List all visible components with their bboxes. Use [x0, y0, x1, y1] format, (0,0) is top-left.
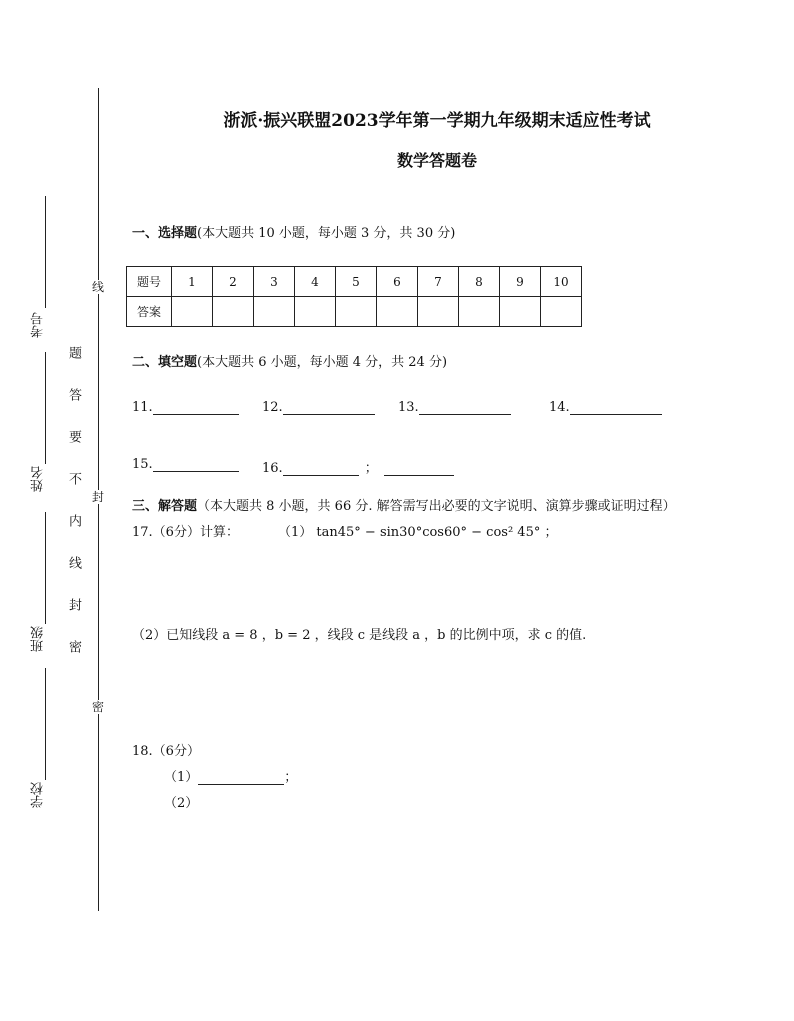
section3-desc: （本大题共 8 小题，共 66 分. 解答需写出必要的文字说明、演算步骤或证明过程）: [197, 499, 676, 514]
section2-title: 二、填空题: [132, 355, 198, 370]
name-line[interactable]: [45, 352, 46, 464]
school-line[interactable]: [45, 668, 46, 780]
warning-char: 题: [66, 346, 81, 359]
answer-cell[interactable]: [172, 297, 213, 327]
blank-line[interactable]: [419, 400, 511, 415]
q18-part1: [164, 766, 297, 785]
page-subtitle: 数学答题卷: [396, 151, 477, 170]
q18-part1-end: ；: [284, 770, 298, 785]
q18-part1-label: （1）: [164, 770, 199, 785]
answer-cell[interactable]: [418, 297, 459, 327]
answer-cell[interactable]: [213, 297, 254, 327]
question-number: 7: [418, 267, 459, 297]
question-number: 6: [377, 267, 418, 297]
class-line[interactable]: [45, 512, 46, 624]
q17-part2: （2）已知线段 a = 8 ，b = 2 ，线段 c 是线段 a ，b 的比例中项，求 c 的值.: [132, 628, 587, 643]
seal-mark-secret: 密: [92, 700, 105, 714]
warning-char: 内: [66, 514, 81, 527]
blank-14: [549, 400, 662, 415]
blank-line[interactable]: [283, 400, 375, 415]
answer-cell[interactable]: [377, 297, 418, 327]
warning-char: 封: [66, 598, 81, 611]
blank-label: 14.: [549, 400, 570, 415]
row-header-answer: 答案: [127, 297, 172, 327]
blank-16: [262, 457, 454, 476]
answer-cell[interactable]: [541, 297, 582, 327]
page-title: 浙派·振兴联盟2023学年第一学期九年级期末适应性考试: [223, 111, 651, 131]
blank-line[interactable]: [384, 461, 454, 476]
table-row: [127, 267, 582, 297]
question-number: 3: [254, 267, 295, 297]
class-label: 班级: [31, 626, 46, 652]
q17-label: 17.（6分）计算：: [132, 525, 239, 540]
blank-13: [398, 400, 511, 415]
question-number: 5: [336, 267, 377, 297]
warning-char: 密: [66, 640, 81, 653]
school-label: 学校: [31, 782, 46, 808]
blank-label: 12.: [262, 400, 283, 415]
exam-number-label: 考号: [31, 312, 46, 338]
answer-cell[interactable]: [459, 297, 500, 327]
blank-15: [132, 457, 239, 472]
question-number: 8: [459, 267, 500, 297]
blank-line[interactable]: [570, 400, 662, 415]
blank-label: 11.: [132, 400, 153, 415]
answer-table: [126, 266, 582, 327]
answer-cell[interactable]: [336, 297, 377, 327]
section2-desc: (本大题共 6 小题，每小题 4 分，共 24 分): [197, 355, 448, 370]
section1-heading: [132, 222, 455, 241]
question-number: 9: [500, 267, 541, 297]
q18-part2: （2）: [164, 796, 199, 811]
blank-separator: ；: [364, 461, 378, 476]
section1-title: 一、选择题: [132, 226, 198, 241]
warning-char: 答: [66, 388, 81, 401]
row-header-number: 题号: [127, 267, 172, 297]
warning-char: 不: [66, 472, 81, 485]
question-number: 2: [213, 267, 254, 297]
blank-label: 16.: [262, 461, 283, 476]
question-number: 1: [172, 267, 213, 297]
seal-mark-line: 线: [92, 280, 105, 294]
warning-char: 要: [66, 430, 81, 443]
answer-cell[interactable]: [254, 297, 295, 327]
blank-label: 15.: [132, 457, 153, 472]
question-number: 4: [295, 267, 336, 297]
blank-line[interactable]: [153, 400, 239, 415]
q17-part1: （1） tan45° − sin30°cos60° − cos² 45° ；: [278, 525, 558, 540]
table-row: [127, 297, 582, 327]
blank-line[interactable]: [153, 457, 239, 472]
blank-label: 13.: [398, 400, 419, 415]
name-label: 姓名: [31, 466, 46, 492]
section1-desc: (本大题共 10 小题，每小题 3 分，共 30 分): [197, 226, 456, 241]
warning-char: 线: [66, 556, 81, 569]
question-number: 10: [541, 267, 582, 297]
blank-12: [262, 400, 375, 415]
blank-line[interactable]: [283, 461, 359, 476]
q18-label: 18.（6分）: [132, 744, 200, 759]
section3-heading: [132, 495, 676, 514]
q18-blank-line[interactable]: [198, 770, 284, 785]
section2-heading: [132, 351, 447, 370]
blank-11: [132, 400, 239, 415]
section3-title: 三、解答题: [132, 499, 198, 514]
answer-cell[interactable]: [295, 297, 336, 327]
answer-cell[interactable]: [500, 297, 541, 327]
seal-mark-seal: 封: [92, 490, 105, 504]
exam-number-line[interactable]: [45, 196, 46, 308]
